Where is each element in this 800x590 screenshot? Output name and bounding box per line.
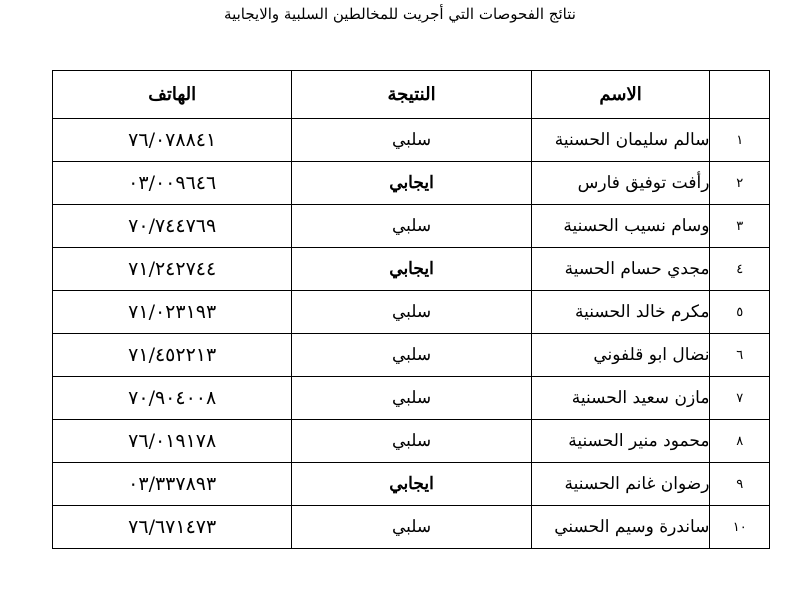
row-number: ٦ <box>710 334 770 377</box>
row-number: ٧ <box>710 377 770 420</box>
row-name: مجدي حسام الحسية <box>531 248 710 291</box>
table-row <box>53 463 770 506</box>
row-number: ٩ <box>710 463 770 506</box>
row-number: ٨ <box>710 420 770 463</box>
row-phone: ٧١/٤٥٢٢١٣ <box>53 334 292 377</box>
row-phone: ٠٣/٣٣٧٨٩٣ <box>53 463 292 506</box>
document-title: نتائج الفحوصات التي أجريت للمخالطين السلبية والايجابية <box>224 5 576 23</box>
row-result: سلبي <box>292 506 531 549</box>
row-name: وسام نسيب الحسنية <box>531 205 710 248</box>
table-row <box>53 334 770 377</box>
header-result: النتيجة <box>292 71 531 119</box>
row-result: سلبي <box>292 205 531 248</box>
header-row <box>53 71 770 119</box>
header-name: الاسم <box>531 71 710 119</box>
row-phone: ٧٦/٠٧٨٨٤١ <box>53 119 292 162</box>
table-row <box>53 506 770 549</box>
table-row <box>53 377 770 420</box>
row-phone: ٧٦/٦٧١٤٧٣ <box>53 506 292 549</box>
row-result: سلبي <box>292 291 531 334</box>
table-body <box>53 119 770 549</box>
row-name: مازن سعيد الحسنية <box>531 377 710 420</box>
header-phone: الهاتف <box>53 71 292 119</box>
header-number <box>710 71 770 119</box>
row-number: ١ <box>710 119 770 162</box>
table-row <box>53 420 770 463</box>
row-name: رضوان غانم الحسنية <box>531 463 710 506</box>
row-name: رأفت توفيق فارس <box>531 162 710 205</box>
row-phone: ٧٠/٩٠٤٠٠٨ <box>53 377 292 420</box>
table-header <box>53 71 770 119</box>
table-row <box>53 119 770 162</box>
row-name: ساندرة وسيم الحسني <box>531 506 710 549</box>
row-name: مكرم خالد الحسنية <box>531 291 710 334</box>
row-result: سلبي <box>292 334 531 377</box>
table-row <box>53 205 770 248</box>
row-number: ٣ <box>710 205 770 248</box>
row-number: ٤ <box>710 248 770 291</box>
table-row <box>53 162 770 205</box>
row-phone: ٧٦/٠١٩١٧٨ <box>53 420 292 463</box>
row-name: نضال ابو قلفوني <box>531 334 710 377</box>
row-result: سلبي <box>292 119 531 162</box>
row-name: سالم سليمان الحسنية <box>531 119 710 162</box>
table-row <box>53 291 770 334</box>
results-table <box>52 70 770 549</box>
row-result: سلبي <box>292 377 531 420</box>
row-result: ايجابي <box>292 463 531 506</box>
row-number: ١٠ <box>710 506 770 549</box>
row-phone: ٧١/٠٢٣١٩٣ <box>53 291 292 334</box>
row-result: ايجابي <box>292 248 531 291</box>
row-result: ايجابي <box>292 162 531 205</box>
row-result: سلبي <box>292 420 531 463</box>
table-row <box>53 248 770 291</box>
row-number: ٢ <box>710 162 770 205</box>
row-phone: ٠٣/٠٠٩٦٤٦ <box>53 162 292 205</box>
row-number: ٥ <box>710 291 770 334</box>
row-phone: ٧١/٢٤٢٧٤٤ <box>53 248 292 291</box>
row-name: محمود منير الحسنية <box>531 420 710 463</box>
row-phone: ٧٠/٧٤٤٧٦٩ <box>53 205 292 248</box>
